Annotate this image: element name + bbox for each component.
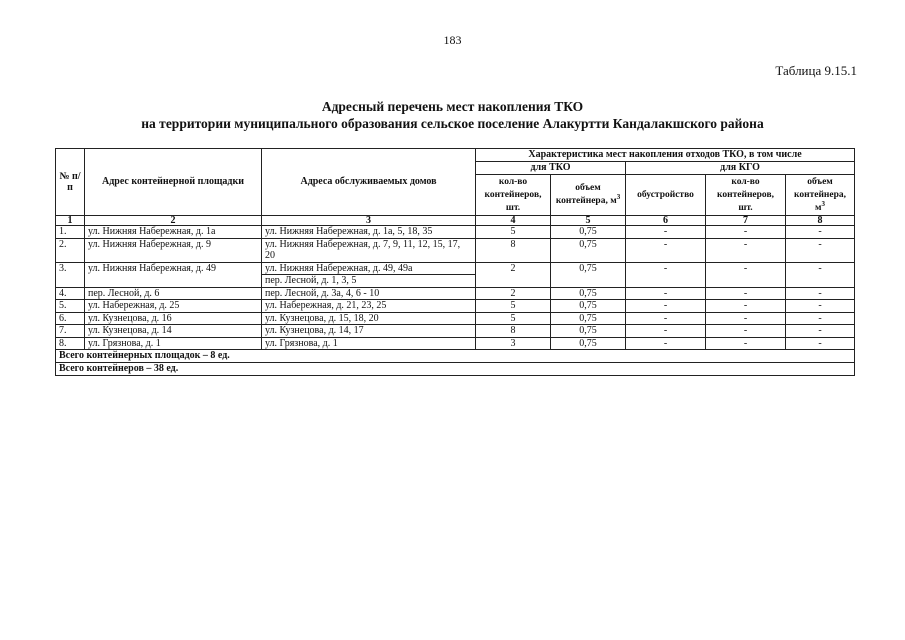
header-count: кол-во контейнеров, шт.: [476, 175, 551, 216]
row-num: 1.: [56, 226, 85, 239]
row-address: ул. Нижняя Набережная, д. 49: [85, 262, 262, 287]
row-kgo-count: -: [706, 325, 786, 338]
row-equipment: -: [626, 325, 706, 338]
row-kgo-count: -: [706, 238, 786, 262]
header-characteristics: Характеристика мест накопления отходов ТКО, в том числе: [476, 149, 855, 162]
row-volume: 0,75: [551, 238, 626, 262]
row-served: ул. Кузнецова, д. 15, 18, 20: [262, 312, 476, 325]
row-address: ул. Кузнецова, д. 16: [85, 312, 262, 325]
table-body: [56, 216, 855, 376]
row-address: пер. Лесной, д. 6: [85, 287, 262, 300]
page-number: 183: [443, 33, 462, 47]
header-volume-text: объем контейнера, м: [555, 183, 617, 206]
row-volume: 0,75: [551, 262, 626, 287]
table-row: [56, 262, 855, 275]
column-number: 3: [262, 216, 476, 226]
row-address: ул. Кузнецова, д. 14: [85, 325, 262, 338]
header-row-1: [56, 149, 855, 162]
row-served: пер. Лесной, д. 3а, 4, 6 - 10: [262, 287, 476, 300]
row-count: 8: [476, 238, 551, 262]
header-volume-sup: 3: [616, 192, 621, 201]
row-equipment: -: [626, 337, 706, 350]
row-count: 5: [476, 300, 551, 313]
header-kgo-volume: [786, 175, 855, 216]
row-served: ул. Нижняя Набережная, д. 7, 9, 11, 12, 15, 17, 20: [262, 238, 476, 262]
table-row: [56, 325, 855, 338]
header-kgo: для КГО: [626, 162, 855, 175]
row-count: 5: [476, 226, 551, 239]
header-equipment: обустройство: [626, 175, 706, 216]
title-line-1: Адресный перечень мест накопления ТКО: [321, 99, 584, 114]
header-num: № п/п: [56, 149, 85, 216]
header-volume: [551, 175, 626, 216]
document-title: [0, 98, 905, 132]
table-row: [56, 226, 855, 239]
row-count: 5: [476, 312, 551, 325]
header-kgo-volume-sup: 3: [821, 199, 825, 208]
column-number: 4: [476, 216, 551, 226]
table-row: [56, 337, 855, 350]
row-address: ул. Грязнова, д. 1: [85, 337, 262, 350]
column-number: 6: [626, 216, 706, 226]
row-num: 2.: [56, 238, 85, 262]
row-kgo-volume: -: [786, 300, 855, 313]
row-kgo-volume: -: [786, 226, 855, 239]
header-tko: для ТКО: [476, 162, 626, 175]
column-number: 5: [551, 216, 626, 226]
containers-table: [55, 148, 855, 376]
row-kgo-count: -: [706, 312, 786, 325]
row-num: 7.: [56, 325, 85, 338]
table-row: [56, 300, 855, 313]
row-kgo-volume: -: [786, 287, 855, 300]
row-num: 5.: [56, 300, 85, 313]
total-sites-row: [56, 350, 855, 363]
row-kgo-count: -: [706, 226, 786, 239]
column-number-row: [56, 216, 855, 226]
row-equipment: -: [626, 238, 706, 262]
row-equipment: -: [626, 262, 706, 287]
header-kgo-volume-text: объем контейнера, м: [794, 176, 847, 213]
row-kgo-volume: -: [786, 337, 855, 350]
row-count: 2: [476, 262, 551, 287]
row-kgo-volume: -: [786, 238, 855, 262]
row-volume: 0,75: [551, 337, 626, 350]
column-number: 7: [706, 216, 786, 226]
header-served: Адреса обслуживаемых домов: [262, 149, 476, 216]
table-label: Таблица 9.15.1: [775, 63, 857, 78]
column-number: 8: [786, 216, 855, 226]
row-volume: 0,75: [551, 226, 626, 239]
row-count: 8: [476, 325, 551, 338]
row-equipment: -: [626, 312, 706, 325]
row-served: ул. Грязнова, д. 1: [262, 337, 476, 350]
row-num: 3.: [56, 262, 85, 287]
row-volume: 0,75: [551, 300, 626, 313]
row-kgo-count: -: [706, 300, 786, 313]
row-num: 4.: [56, 287, 85, 300]
row-served: ул. Нижняя Набережная, д. 1а, 5, 18, 35: [262, 226, 476, 239]
row-equipment: -: [626, 287, 706, 300]
row-num: 8.: [56, 337, 85, 350]
row-kgo-count: -: [706, 337, 786, 350]
title-line-2: на территории муниципального образования сельское поселение Алакуртти Кандалакшского района: [141, 116, 764, 131]
row-volume: 0,75: [551, 287, 626, 300]
row-count: 2: [476, 287, 551, 300]
total-sites: Всего контейнерных площадок – 8 ед.: [56, 350, 855, 363]
table-row: [56, 312, 855, 325]
row-served: ул. Кузнецова, д. 14, 17: [262, 325, 476, 338]
row-volume: 0,75: [551, 325, 626, 338]
table-row: [56, 238, 855, 262]
row-equipment: -: [626, 300, 706, 313]
header-kgo-count: кол-во контейнеров, шт.: [706, 175, 786, 216]
row-address: ул. Нижняя Набережная, д. 9: [85, 238, 262, 262]
row-address: ул. Набережная, д. 25: [85, 300, 262, 313]
row-served: пер. Лесной, д. 1, 3, 5: [262, 275, 476, 288]
row-served: ул. Набережная, д. 21, 23, 25: [262, 300, 476, 313]
header-address: Адрес контейнерной площадки: [85, 149, 262, 216]
table-row: [56, 287, 855, 300]
row-num: 6.: [56, 312, 85, 325]
row-kgo-volume: -: [786, 262, 855, 287]
total-containers-row: [56, 363, 855, 376]
row-kgo-count: -: [706, 287, 786, 300]
row-served: ул. Нижняя Набережная, д. 49, 49а: [262, 262, 476, 275]
row-address: ул. Нижняя Набережная, д. 1а: [85, 226, 262, 239]
row-count: 3: [476, 337, 551, 350]
total-containers: Всего контейнеров – 38 ед.: [56, 363, 855, 376]
column-number: 2: [85, 216, 262, 226]
row-kgo-volume: -: [786, 325, 855, 338]
row-kgo-volume: -: [786, 312, 855, 325]
row-kgo-count: -: [706, 262, 786, 287]
row-volume: 0,75: [551, 312, 626, 325]
column-number: 1: [56, 216, 85, 226]
row-equipment: -: [626, 226, 706, 239]
